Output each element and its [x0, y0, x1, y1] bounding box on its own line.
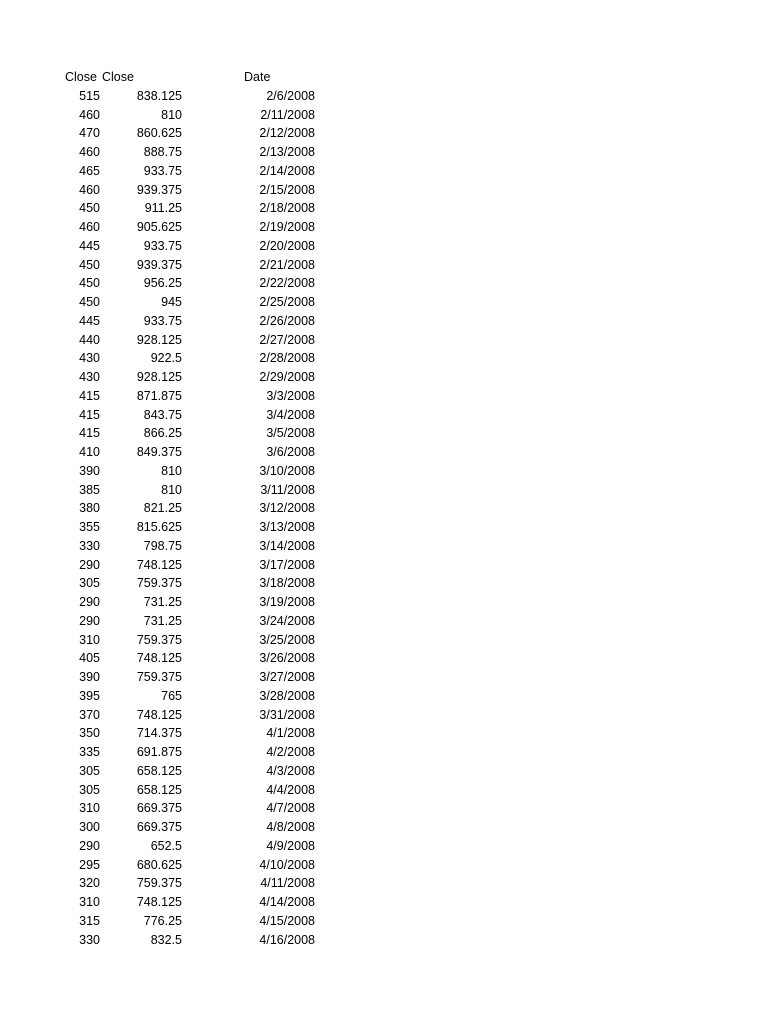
cell-close-2: 748.125	[136, 707, 182, 722]
header-row	[0, 68, 768, 87]
cell-close-2: 911.25	[144, 201, 182, 216]
cell-close-1: 305	[79, 763, 100, 778]
table-row	[0, 687, 768, 706]
cell-close-2: 933.75	[143, 238, 182, 253]
cell-date: 2/13/2008	[259, 145, 315, 159]
table-row	[0, 893, 768, 912]
table-row	[0, 799, 768, 818]
cell-close-1: 355	[79, 520, 100, 534]
cell-close-1: 390	[79, 670, 100, 684]
cell-close-2: 933.75	[143, 163, 182, 178]
cell-close-1: 415	[79, 407, 100, 422]
cell-close-2: 810	[161, 463, 182, 478]
table-row	[0, 162, 768, 181]
cell-date: 2/26/2008	[259, 313, 315, 328]
table-row	[0, 912, 768, 931]
cell-close-2: 776.25	[143, 913, 182, 928]
cell-close-1: 430	[79, 351, 100, 366]
cell-close-1: 450	[79, 201, 100, 216]
table-row	[0, 481, 768, 500]
cell-close-1: 320	[79, 876, 100, 891]
table-row	[0, 237, 768, 256]
table-row	[0, 406, 768, 425]
cell-close-2: 731.25	[143, 613, 182, 628]
cell-date: 4/9/2008	[266, 838, 315, 853]
cell-close-1: 305	[79, 576, 100, 591]
cell-date: 3/28/2008	[259, 688, 315, 703]
cell-date: 3/12/2008	[259, 501, 315, 516]
cell-close-2: 714.375	[136, 726, 182, 741]
cell-close-1: 295	[79, 857, 100, 872]
cell-close-2: 810	[161, 482, 182, 497]
cell-close-2: 759.375	[136, 876, 182, 891]
cell-close-2: 838.125	[136, 88, 182, 103]
cell-close-1: 450	[79, 276, 100, 291]
table-row	[0, 199, 768, 218]
cell-close-2: 832.5	[150, 932, 182, 947]
cell-close-1: 405	[79, 651, 100, 666]
cell-date: 2/19/2008	[259, 220, 315, 234]
table-row	[0, 574, 768, 593]
table-row	[0, 518, 768, 537]
cell-close-1: 415	[79, 426, 100, 441]
cell-close-1: 460	[79, 220, 100, 234]
cell-date: 3/18/2008	[259, 576, 315, 591]
cell-close-1: 330	[79, 538, 100, 553]
cell-close-1: 470	[79, 126, 100, 141]
cell-close-1: 460	[79, 182, 100, 197]
table-row	[0, 462, 768, 481]
cell-close-1: 290	[79, 838, 100, 853]
cell-date: 3/13/2008	[259, 520, 315, 534]
cell-close-2: 860.625	[136, 126, 182, 141]
cell-close-2: 669.375	[136, 801, 182, 816]
cell-date: 3/17/2008	[259, 557, 315, 572]
table-row	[0, 743, 768, 762]
cell-close-1: 410	[79, 445, 100, 459]
table-row	[0, 349, 768, 368]
cell-date: 3/27/2008	[259, 670, 315, 684]
cell-close-2: 748.125	[136, 895, 182, 909]
table-row	[0, 218, 768, 237]
cell-close-2: 922.5	[150, 351, 182, 366]
cell-close-1: 305	[79, 782, 100, 797]
table-row	[0, 668, 768, 687]
cell-date: 2/12/2008	[259, 126, 315, 141]
cell-close-2: 815.625	[136, 520, 182, 534]
cell-date: 2/27/2008	[259, 332, 315, 347]
cell-close-1: 515	[79, 88, 100, 103]
cell-date: 3/4/2008	[266, 407, 315, 422]
table-row	[0, 631, 768, 650]
cell-date: 2/20/2008	[259, 238, 315, 253]
cell-date: 2/18/2008	[259, 201, 315, 216]
cell-close-2: 843.75	[143, 407, 182, 422]
cell-close-2: 652.5	[150, 838, 182, 853]
cell-close-2: 759.375	[136, 670, 182, 684]
table-row	[0, 537, 768, 556]
cell-date: 3/26/2008	[259, 651, 315, 666]
column-header-close-2: Close	[102, 70, 134, 84]
cell-close-1: 395	[79, 688, 100, 703]
cell-close-2: 691.875	[136, 745, 182, 759]
cell-close-1: 450	[79, 257, 100, 272]
cell-close-1: 380	[79, 501, 100, 516]
table-row	[0, 443, 768, 462]
cell-close-1: 350	[79, 726, 100, 741]
cell-close-1: 315	[79, 913, 100, 928]
cell-close-1: 460	[79, 107, 100, 122]
cell-date: 3/31/2008	[259, 707, 315, 722]
table-row	[0, 106, 768, 125]
cell-close-2: 798.75	[143, 538, 182, 553]
table-row	[0, 818, 768, 837]
cell-close-1: 450	[79, 295, 100, 309]
table-row	[0, 424, 768, 443]
cell-date: 4/15/2008	[259, 913, 315, 928]
cell-date: 4/2/2008	[266, 745, 315, 759]
cell-date: 3/25/2008	[259, 632, 315, 647]
cell-date: 3/6/2008	[266, 445, 315, 459]
cell-date: 3/24/2008	[259, 613, 315, 628]
cell-close-2: 905.625	[136, 220, 182, 234]
cell-date: 4/1/2008	[266, 726, 315, 741]
table-row	[0, 387, 768, 406]
cell-close-2: 928.125	[136, 370, 182, 384]
table-row	[0, 649, 768, 668]
cell-close-1: 330	[79, 932, 100, 947]
cell-close-1: 465	[79, 163, 100, 178]
cell-close-2: 658.125	[136, 763, 182, 778]
cell-close-1: 445	[79, 238, 100, 253]
cell-close-2: 871.875	[136, 388, 182, 403]
cell-close-2: 759.375	[136, 632, 182, 647]
cell-close-2: 748.125	[136, 557, 182, 572]
table-row	[0, 724, 768, 743]
cell-close-1: 385	[79, 482, 100, 497]
table-row	[0, 781, 768, 800]
cell-close-1: 300	[79, 820, 100, 834]
table-row	[0, 837, 768, 856]
column-header-close-1: Close	[65, 70, 97, 84]
cell-close-1: 430	[79, 370, 100, 384]
cell-close-1: 445	[79, 313, 100, 328]
cell-close-2: 669.375	[136, 820, 182, 834]
cell-close-2: 945	[161, 295, 182, 309]
column-header-date: Date	[244, 70, 271, 84]
cell-date: 3/5/2008	[266, 426, 315, 441]
table-row	[0, 124, 768, 143]
cell-date: 3/10/2008	[259, 463, 315, 478]
cell-close-1: 460	[79, 145, 100, 159]
cell-close-2: 748.125	[136, 651, 182, 666]
cell-close-1: 440	[79, 332, 100, 347]
cell-close-1: 390	[79, 463, 100, 478]
cell-close-2: 658.125	[136, 782, 182, 797]
cell-close-2: 939.375	[136, 182, 182, 197]
table-row	[0, 331, 768, 350]
cell-date: 2/6/2008	[266, 88, 315, 103]
cell-date: 2/28/2008	[259, 351, 315, 366]
cell-close-1: 310	[79, 632, 100, 647]
table-row	[0, 368, 768, 387]
cell-date: 2/21/2008	[259, 257, 315, 272]
table-row	[0, 762, 768, 781]
table-row	[0, 856, 768, 875]
cell-date: 4/14/2008	[259, 895, 315, 909]
cell-date: 3/14/2008	[259, 538, 315, 553]
cell-close-2: 888.75	[143, 145, 182, 159]
cell-close-1: 290	[79, 613, 100, 628]
table-row	[0, 612, 768, 631]
cell-date: 3/19/2008	[259, 595, 315, 609]
table-row	[0, 143, 768, 162]
cell-date: 3/11/2008	[260, 482, 315, 497]
cell-close-2: 680.625	[136, 857, 182, 872]
cell-close-2: 759.375	[136, 576, 182, 591]
table-row	[0, 499, 768, 518]
cell-close-1: 290	[79, 595, 100, 609]
table-row	[0, 256, 768, 275]
table-row	[0, 87, 768, 106]
cell-date: 4/11/2008	[260, 876, 315, 891]
cell-close-2: 731.25	[143, 595, 182, 609]
cell-close-2: 939.375	[136, 257, 182, 272]
cell-close-1: 415	[79, 388, 100, 403]
cell-date: 3/3/2008	[266, 388, 315, 403]
cell-date: 2/29/2008	[259, 370, 315, 384]
table-row	[0, 312, 768, 331]
cell-close-1: 290	[79, 557, 100, 572]
cell-date: 2/22/2008	[259, 276, 315, 291]
cell-close-1: 310	[79, 895, 100, 909]
cell-date: 4/7/2008	[266, 801, 315, 816]
cell-date: 4/8/2008	[266, 820, 315, 834]
cell-date: 4/10/2008	[259, 857, 315, 872]
cell-date: 4/3/2008	[266, 763, 315, 778]
cell-date: 2/15/2008	[259, 182, 315, 197]
table-row	[0, 293, 768, 312]
cell-close-2: 956.25	[143, 276, 182, 291]
cell-close-2: 821.25	[143, 501, 182, 516]
cell-close-2: 933.75	[143, 313, 182, 328]
table-row	[0, 706, 768, 725]
cell-date: 2/25/2008	[259, 295, 315, 309]
table-row	[0, 874, 768, 893]
cell-close-1: 335	[79, 745, 100, 759]
data-table	[0, 68, 768, 949]
table-row	[0, 593, 768, 612]
cell-close-1: 370	[79, 707, 100, 722]
table-row	[0, 556, 768, 575]
cell-close-2: 765	[161, 688, 182, 703]
cell-date: 4/4/2008	[266, 782, 315, 797]
cell-date: 2/11/2008	[260, 107, 315, 122]
cell-close-2: 866.25	[143, 426, 182, 441]
cell-close-1: 310	[79, 801, 100, 816]
table-body	[0, 87, 768, 950]
cell-close-2: 928.125	[136, 332, 182, 347]
table-row	[0, 274, 768, 293]
cell-date: 4/16/2008	[259, 932, 315, 947]
table-row	[0, 181, 768, 200]
cell-date: 2/14/2008	[259, 163, 315, 178]
table-row	[0, 931, 768, 950]
cell-close-2: 810	[161, 107, 182, 122]
cell-close-2: 849.375	[136, 445, 182, 459]
